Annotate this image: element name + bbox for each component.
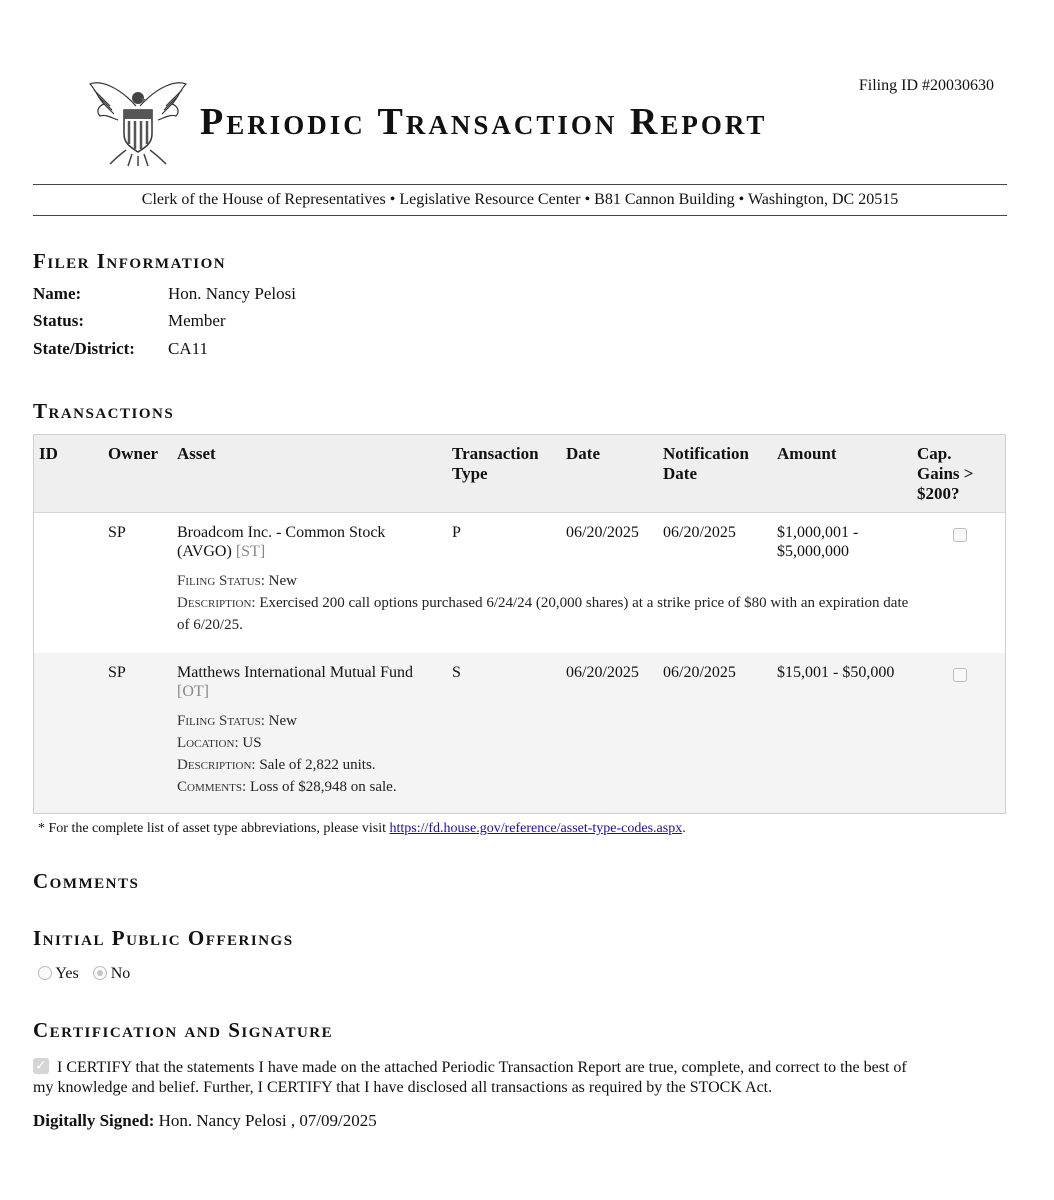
footnote-text: * For the complete list of asset type abbreviations, please visit xyxy=(38,821,386,836)
header-divider-bottom xyxy=(33,215,1007,216)
col-asset: Asset xyxy=(177,444,216,463)
asset-type-footnote xyxy=(38,821,686,837)
filing-status-label: Filing Status: xyxy=(177,713,265,729)
header-divider-top xyxy=(33,184,1007,185)
transactions-table xyxy=(33,434,1006,814)
ipo-yes-label: Yes xyxy=(55,965,79,982)
certify-checkbox[interactable] xyxy=(33,1058,49,1074)
col-notification-line1: Notification xyxy=(663,444,749,463)
row-comments xyxy=(177,776,397,798)
row-asset-code: [OT] xyxy=(177,683,209,700)
row-amount: $15,001 - $50,000 xyxy=(777,664,895,681)
cap-gains-checkbox[interactable] xyxy=(953,528,967,542)
row-amount-line1: $1,000,001 - xyxy=(777,524,859,541)
certification-text-line2: my knowledge and belief. Further, I CERTIFY that I have disclosed all transactions as required by the STOCK Act. xyxy=(33,1079,773,1096)
footnote-end: . xyxy=(682,821,686,836)
filer-district-row xyxy=(33,339,208,359)
ipo-options xyxy=(38,965,130,983)
row-details xyxy=(177,710,397,798)
asset-type-codes-link[interactable]: https://fd.house.gov/reference/asset-type-codes.aspx xyxy=(389,821,683,836)
filing-status-value: New xyxy=(268,573,297,589)
comments-label: Comments: xyxy=(177,779,247,795)
col-notification-date xyxy=(663,444,749,484)
filer-name-label: Name: xyxy=(33,284,82,303)
ipo-yes-radio[interactable] xyxy=(38,966,52,980)
row-asset-ticker-line xyxy=(177,542,385,561)
house-seal-eagle-icon xyxy=(88,76,188,168)
row-asset-ticker: (AVGO) xyxy=(177,543,232,560)
ipo-no-radio[interactable] xyxy=(93,966,107,980)
row-date: 06/20/2025 xyxy=(566,664,639,681)
row-amount xyxy=(777,523,858,561)
description-label: Description: xyxy=(177,595,256,611)
filer-status-row xyxy=(33,311,226,331)
col-date: Date xyxy=(566,444,600,463)
filing-status-value: New xyxy=(268,713,297,729)
row-transaction-type: S xyxy=(452,664,461,681)
signed-label: Digitally Signed: xyxy=(33,1111,155,1130)
col-transaction-type xyxy=(452,444,539,484)
location-label: Location: xyxy=(177,735,239,751)
ipo-heading: Initial Public Offerings xyxy=(33,926,294,950)
row-asset xyxy=(177,663,413,701)
description-line2: of 6/20/25. xyxy=(177,617,243,633)
row-date: 06/20/2025 xyxy=(566,524,639,541)
row-asset-code: [ST] xyxy=(235,543,266,560)
col-transaction-type-line1: Transaction xyxy=(452,444,539,463)
transactions-heading: Transactions xyxy=(33,399,175,423)
col-cap-gains-line1: Cap. xyxy=(917,444,952,463)
row-asset xyxy=(177,523,385,561)
description-line1: Exercised 200 call options purchased 6/24/24 (20,000 shares) at a strike price of $80 with an expiration date xyxy=(259,595,909,611)
row-amount-line2: $5,000,000 xyxy=(777,543,849,560)
col-amount: Amount xyxy=(777,444,837,463)
col-cap-gains-line3: $200? xyxy=(917,484,960,503)
ipo-no-label: No xyxy=(110,965,131,982)
filer-name-value: Hon. Nancy Pelosi xyxy=(168,284,296,303)
certification-statement xyxy=(33,1058,1008,1098)
row-location xyxy=(177,732,397,754)
row-notification-date: 06/20/2025 xyxy=(663,524,736,541)
description-label: Description: xyxy=(177,757,256,773)
certification-text-line1: I CERTIFY that the statements I have made on the attached Periodic Transaction Report are true, complete, and correct to the best of xyxy=(57,1059,907,1076)
filer-status-value: Member xyxy=(168,311,226,330)
table-row xyxy=(34,513,1005,653)
comments-heading: Comments xyxy=(33,869,140,893)
certification-heading: Certification and Signature xyxy=(33,1018,334,1042)
col-id: ID xyxy=(39,444,58,463)
filer-district-label: State/District: xyxy=(33,339,135,358)
filing-id: Filing ID #20030630 xyxy=(858,77,994,94)
col-owner: Owner xyxy=(108,444,159,463)
col-cap-gains-line2: Gains > xyxy=(917,464,974,483)
filer-status-label: Status: xyxy=(33,311,85,330)
location-value: US xyxy=(242,735,262,751)
comments-value: Loss of $28,948 on sale. xyxy=(249,779,397,795)
cap-gains-checkbox[interactable] xyxy=(953,668,967,682)
row-description xyxy=(177,754,397,776)
report-title: Periodic Transaction Report xyxy=(200,101,768,143)
row-filing-status xyxy=(177,570,297,592)
row-description xyxy=(177,592,1007,614)
filer-information-heading: Filer Information xyxy=(33,249,227,273)
row-notification-date: 06/20/2025 xyxy=(663,664,736,681)
digital-signature xyxy=(33,1111,377,1131)
clerk-address-line: Clerk of the House of Representatives • Legislative Resource Center • B81 Cannon Building • Washington, DC 20515 xyxy=(141,191,899,208)
row-asset-name: Broadcom Inc. - Common Stock xyxy=(177,524,386,541)
filer-name-row xyxy=(33,284,296,304)
row-filing-status xyxy=(177,710,397,732)
row-transaction-type: P xyxy=(452,524,461,541)
row-details xyxy=(177,570,297,592)
description-value: Sale of 2,822 units. xyxy=(259,757,376,773)
signed-value: Hon. Nancy Pelosi , 07/09/2025 xyxy=(158,1111,377,1130)
table-header xyxy=(34,435,1005,513)
row-owner: SP xyxy=(108,664,126,681)
filer-district-value: CA11 xyxy=(168,339,208,358)
filing-status-label: Filing Status: xyxy=(177,573,265,589)
col-cap-gains xyxy=(917,444,973,504)
col-transaction-type-line2: Type xyxy=(452,464,488,483)
row-owner: SP xyxy=(108,524,126,541)
table-row xyxy=(34,653,1005,813)
row-asset-name: Matthews International Mutual Fund xyxy=(177,664,413,681)
col-notification-line2: Date xyxy=(663,464,697,483)
